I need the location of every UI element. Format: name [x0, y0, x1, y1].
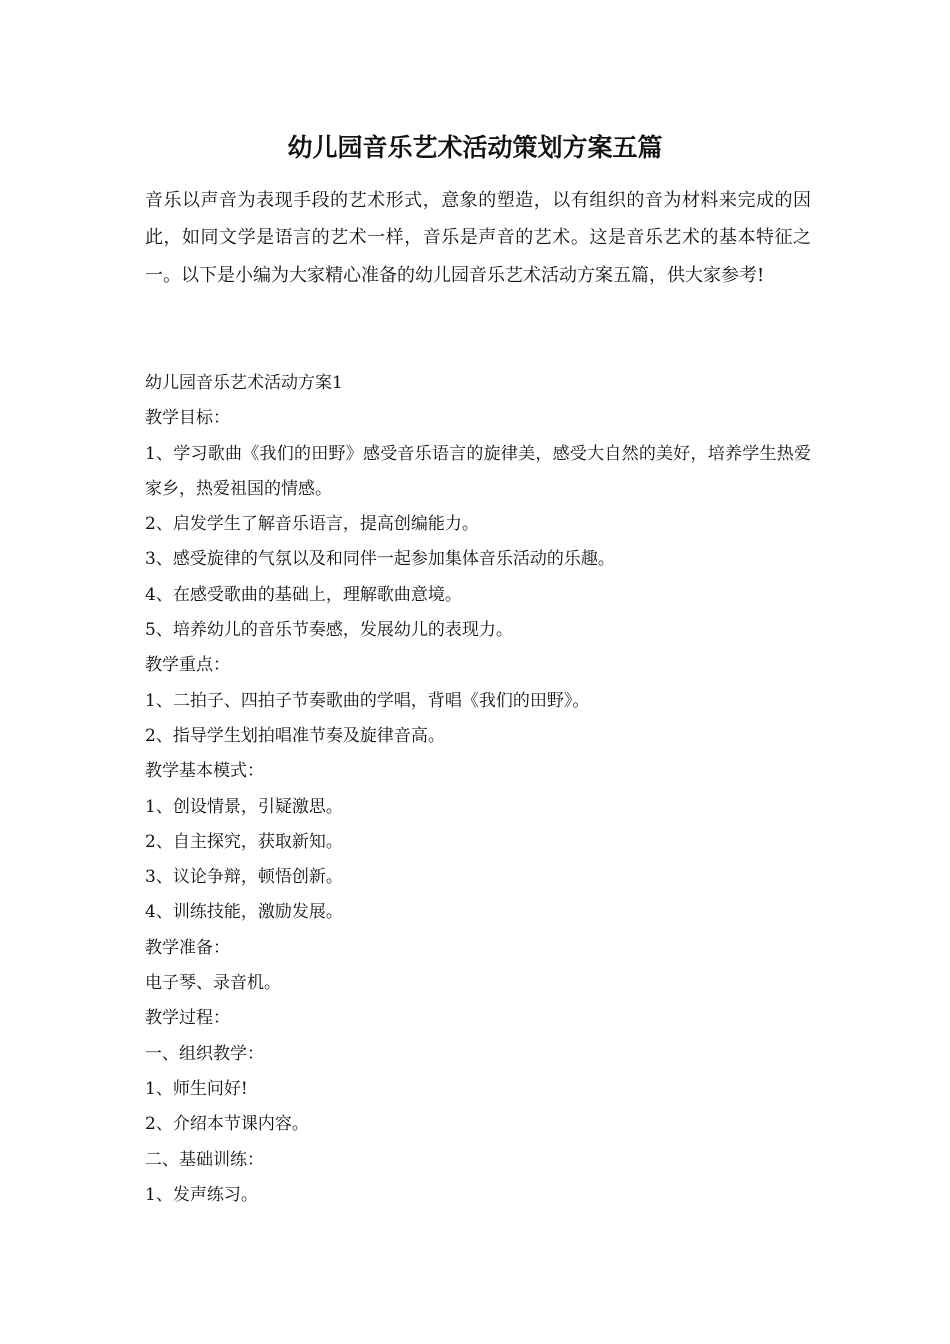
- list-item: 1、学习歌曲《我们的田野》感受音乐语言的旋律美，感受大自然的美好，培养学生热爱家乡，热爱祖国的情感。: [145, 443, 811, 499]
- list-item: 2、介绍本节课内容。: [145, 1114, 309, 1135]
- list-item: 1、二拍子、四拍子节奏歌曲的学唱，背唱《我们的田野》。: [145, 690, 590, 711]
- list-item: 5、培养幼儿的音乐节奏感，发展幼儿的表现力。: [145, 620, 513, 641]
- subheading-teaching-prep: 教学准备：: [145, 937, 230, 958]
- section-heading: 幼儿园音乐艺术活动方案1: [145, 373, 343, 393]
- list-item: 4、在感受歌曲的基础上，理解歌曲意境。: [145, 584, 462, 605]
- list-item: 1、创设情景，引疑激思。: [145, 796, 343, 817]
- paragraph-line: 电子琴、录音机。: [145, 973, 281, 994]
- subheading-teaching-goals: 教学目标：: [145, 408, 230, 429]
- step-heading: 二、基础训练：: [145, 1149, 264, 1170]
- list-item: 2、指导学生划拍唱准节奏及旋律音高。: [145, 725, 445, 746]
- list-item: 3、议论争辩，顿悟创新。: [145, 867, 343, 888]
- document-body: [145, 366, 811, 1213]
- list-item: 1、师生问好!: [145, 1078, 248, 1099]
- subheading-teaching-focus: 教学重点：: [145, 655, 230, 676]
- list-item: 2、启发学生了解音乐语言，提高创编能力。: [145, 514, 479, 535]
- intro-paragraph: 音乐以声音为表现手段的艺术形式，意象的塑造，以有组织的音为材料来完成的因此，如同文学是语言的艺术一样，音乐是声音的艺术。这是音乐艺术的基本特征之一。以下是小编为大家精心准备的幼儿园音乐艺术活动方案五篇，供大家参考!: [145, 190, 811, 286]
- list-item: 1、发声练习。: [145, 1184, 258, 1205]
- subheading-teaching-process: 教学过程：: [145, 1008, 230, 1029]
- document-title: 幼儿园音乐艺术活动策划方案五篇: [287, 133, 663, 162]
- step-heading: 一、组织教学：: [145, 1043, 264, 1064]
- list-item: 3、感受旋律的气氛以及和同伴一起参加集体音乐活动的乐趣。: [145, 549, 615, 570]
- list-item: 2、自主探究，获取新知。: [145, 831, 343, 852]
- list-item: 4、训练技能，激励发展。: [145, 902, 343, 923]
- subheading-teaching-mode: 教学基本模式：: [145, 761, 264, 782]
